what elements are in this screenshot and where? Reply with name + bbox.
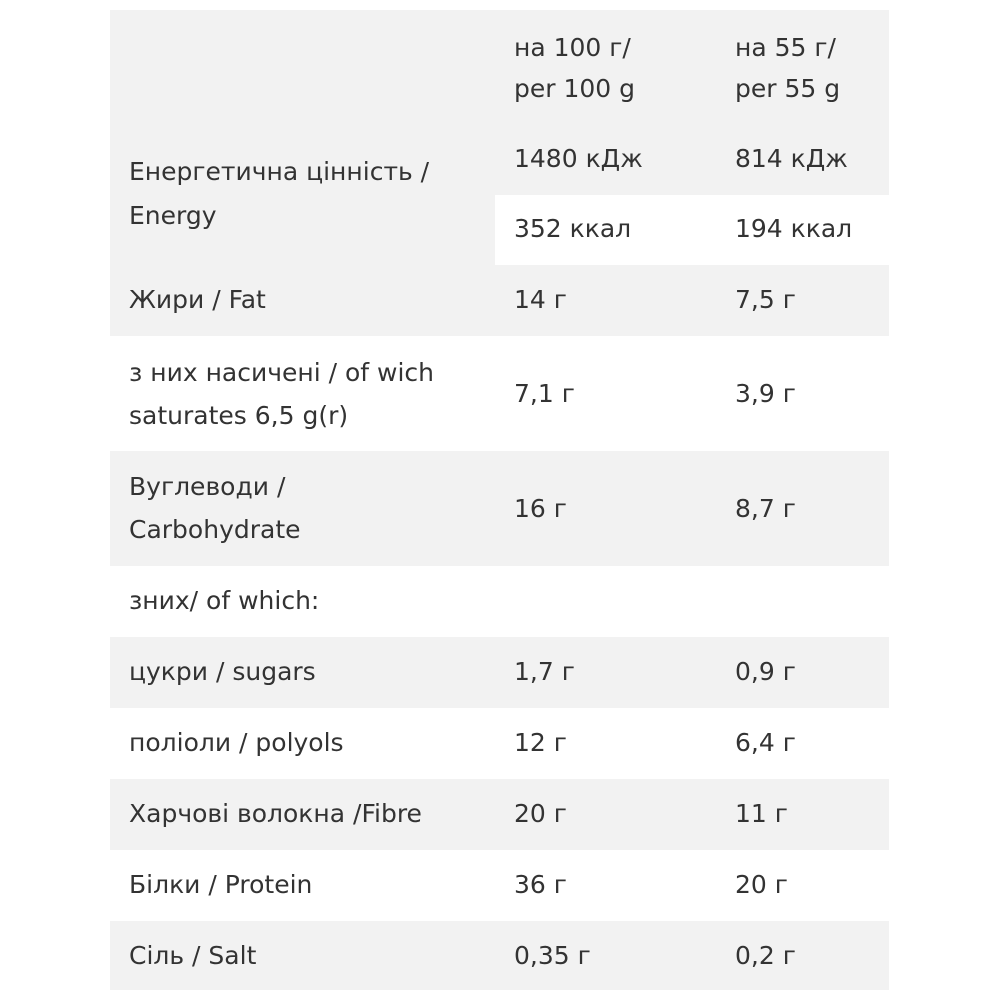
row-label: Білки / Protein (129, 870, 313, 899)
header-per-55-line1: на 55 г/ (735, 33, 836, 62)
table-row-salt (110, 921, 889, 990)
row-label: цукри / sugars (129, 657, 316, 686)
row-value-55: 11 г (735, 799, 788, 828)
row-value-100: 0,35 г (514, 941, 591, 970)
row-value-55: 7,5 г (735, 285, 796, 314)
row-label-line1: з них насичені / of wich (129, 358, 435, 387)
row-label: Харчові волокна /Fibre (129, 799, 422, 828)
row-label-line2: saturates 6,5 g(r) (129, 401, 349, 430)
row-label: поліоли / polyols (129, 728, 344, 757)
energy-kj-55: 814 кДж (735, 144, 848, 173)
nutrition-table (110, 10, 889, 990)
table-row-protein (110, 850, 889, 921)
row-value-100: 12 г (514, 728, 567, 757)
row-value-100: 20 г (514, 799, 567, 828)
table-row-polyols (110, 708, 889, 779)
row-label: Жири / Fat (129, 285, 266, 314)
energy-label-line1: Енергетична цінність / (129, 157, 430, 186)
row-label-line2: Carbohydrate (129, 515, 301, 544)
row-label: Сіль / Salt (129, 941, 257, 970)
row-value-100: 14 г (514, 285, 567, 314)
row-label: зних/ of which: (129, 586, 320, 615)
row-value-55: 0,2 г (735, 941, 796, 970)
energy-kcal-100: 352 ккал (514, 214, 632, 243)
row-value-55: 8,7 г (735, 494, 796, 523)
row-value-100: 36 г (514, 870, 567, 899)
header-per-55-line2: per 55 g (735, 74, 841, 103)
row-value-55: 20 г (735, 870, 788, 899)
table-row-saturates (110, 336, 889, 451)
energy-kcal-55: 194 ккал (735, 214, 853, 243)
row-label-line1: Вуглеводи / (129, 472, 286, 501)
header-per-100-line2: per 100 g (514, 74, 636, 103)
header-per-100-line1: на 100 г/ (514, 33, 631, 62)
table-row-sugars (110, 637, 889, 708)
table-row-fibre (110, 779, 889, 850)
table-row-of-which (110, 566, 889, 637)
row-value-55: 0,9 г (735, 657, 796, 686)
energy-kj-100: 1480 кДж (514, 144, 643, 173)
row-value-100: 7,1 г (514, 379, 575, 408)
energy-label-line2: Energy (129, 201, 217, 230)
row-value-100: 16 г (514, 494, 567, 523)
table-row-fat (110, 265, 889, 336)
row-value-55: 6,4 г (735, 728, 796, 757)
row-value-100: 1,7 г (514, 657, 575, 686)
row-value-55: 3,9 г (735, 379, 796, 408)
table-row-carbohydrate (110, 451, 889, 566)
